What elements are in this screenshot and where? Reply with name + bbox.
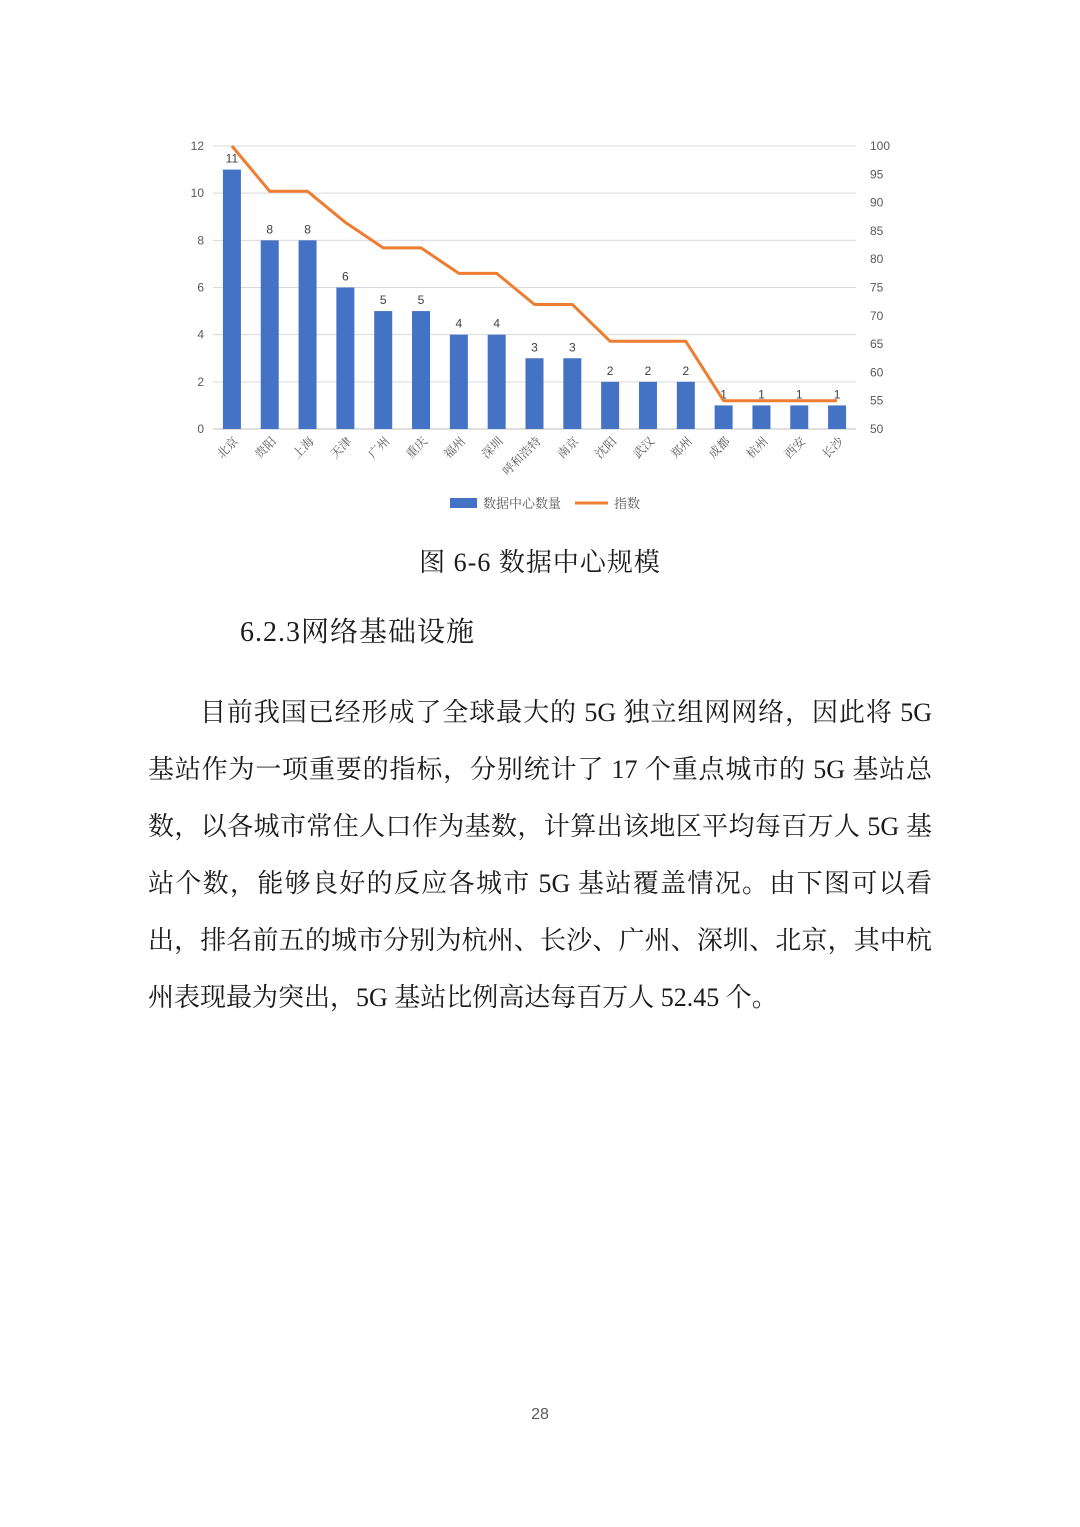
- right-axis-tick-label: 55: [870, 393, 884, 408]
- bar-value-label: 1: [833, 387, 841, 402]
- bar: [563, 358, 581, 429]
- bar: [715, 405, 733, 429]
- page-number: 28: [531, 1406, 549, 1423]
- bar: [261, 240, 279, 429]
- bar-value-label: 1: [720, 387, 727, 402]
- bar-value-label: 8: [266, 222, 274, 237]
- bar: [790, 405, 808, 429]
- bar: [639, 382, 657, 429]
- bar: [223, 170, 241, 429]
- x-axis-category-label: 北京: [214, 434, 242, 462]
- x-axis-category-label: 广州: [365, 434, 393, 462]
- bar-value-label: 2: [682, 363, 690, 378]
- bar-value-label: 5: [417, 293, 425, 308]
- x-axis-category-label: 郑州: [668, 434, 695, 462]
- x-axis-category-label: 呼和浩特: [499, 434, 544, 479]
- bar-value-label: 6: [342, 269, 349, 284]
- bar-value-label: 3: [568, 340, 576, 355]
- left-axis-tick-label: 2: [197, 374, 204, 389]
- bar-value-label: 5: [379, 293, 387, 308]
- x-axis-category-label: 贵阳: [251, 434, 279, 462]
- x-axis-category-label: 上海: [289, 434, 317, 462]
- x-axis-category-label: 武汉: [630, 434, 658, 462]
- x-axis-category-label: 沈阳: [592, 434, 620, 462]
- bar: [752, 405, 770, 429]
- right-axis-tick-label: 50: [870, 422, 884, 436]
- bar: [374, 311, 392, 429]
- bar-value-label: 11: [225, 151, 239, 166]
- right-axis-tick-label: 75: [870, 280, 884, 295]
- x-axis-category-label: 长沙: [819, 434, 847, 462]
- right-axis-tick-label: 85: [870, 223, 884, 238]
- right-axis-tick-label: 60: [870, 365, 884, 380]
- bar-value-label: 1: [795, 387, 803, 402]
- bar: [488, 335, 506, 429]
- bar: [336, 288, 354, 430]
- x-axis-category-label: 深圳: [478, 434, 506, 462]
- right-axis-tick-label: 70: [870, 308, 884, 323]
- left-axis-tick-label: 0: [197, 422, 204, 436]
- bar: [601, 382, 619, 429]
- x-axis-category-label: 天津: [327, 434, 355, 462]
- chart-canvas: [178, 128, 905, 526]
- left-axis-tick-label: 6: [197, 280, 204, 295]
- legend-line-label: 指数: [614, 496, 641, 511]
- legend-bar-label: 数据中心数量: [483, 496, 562, 511]
- right-axis-tick-label: 65: [870, 337, 884, 352]
- right-axis-tick-label: 95: [870, 167, 884, 182]
- x-axis-category-label: 杭州: [743, 434, 771, 462]
- legend-bar-swatch: [450, 498, 477, 508]
- bar-value-label: 3: [531, 340, 538, 355]
- right-axis-tick-label: 90: [870, 195, 884, 210]
- bar: [299, 240, 317, 429]
- body-paragraph: 目前我国已经形成了全球最大的 5G 独立组网网络，因此将 5G 基站作为一项重要的指标，分别统计了 17 个重点城市的 5G 基站总数，以各城市常住人口作为基数，计算出该地区平均每百万人 5G 基站个数，能够良好的反应各城市 5G 基站覆盖情况。由下图可以看出，排名前五的城市分别为杭州、长沙、广州、深圳、北京，其中杭州表现最为突出，5G 基站比例高达每百万人 52.45 个。: [148, 698, 932, 1012]
- left-axis-tick-label: 12: [190, 139, 204, 153]
- data-center-scale-chart: [178, 128, 905, 526]
- bar: [677, 382, 695, 429]
- bar-value-label: 2: [606, 363, 614, 378]
- bar: [526, 358, 544, 429]
- bar-value-label: 8: [304, 222, 311, 237]
- left-axis-tick-label: 4: [197, 327, 204, 342]
- bar-value-label: 4: [455, 316, 463, 331]
- bar: [450, 335, 468, 429]
- figure-caption: 图 6-6 数据中心规模: [419, 548, 661, 577]
- bar: [412, 311, 430, 429]
- x-axis-category-label: 成都: [705, 434, 733, 462]
- x-axis-category-label: 南京: [554, 434, 582, 462]
- bar-value-label: 2: [644, 363, 652, 378]
- section-heading: 6.2.3网络基础设施: [240, 617, 476, 648]
- bar-value-label: 4: [493, 316, 501, 331]
- left-axis-tick-label: 10: [190, 186, 204, 201]
- left-axis-tick-label: 8: [197, 233, 204, 248]
- x-axis-category-label: 西安: [781, 434, 809, 462]
- right-axis-tick-label: 100: [870, 139, 891, 153]
- bar-value-label: 1: [758, 387, 765, 402]
- right-axis-tick-label: 80: [870, 252, 884, 267]
- bar: [828, 405, 846, 429]
- x-axis-category-label: 福州: [441, 434, 468, 462]
- x-axis-category-label: 重庆: [403, 434, 431, 462]
